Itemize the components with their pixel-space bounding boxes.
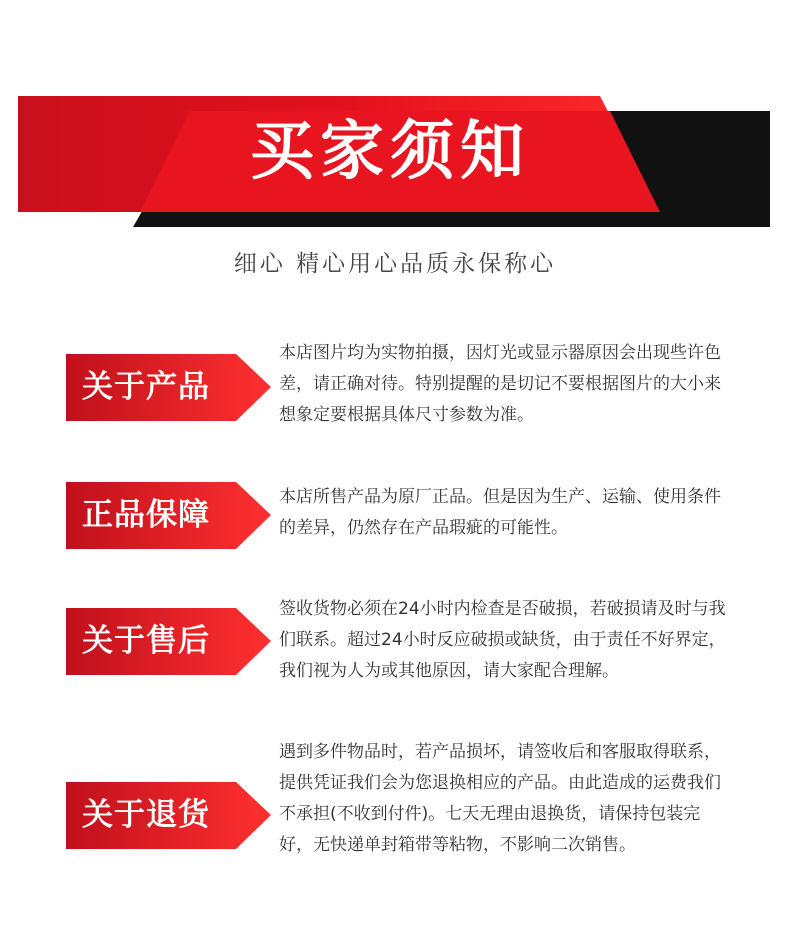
section-product — [0, 338, 790, 438]
tag-label: 关于退货 — [82, 797, 210, 833]
header-banner — [0, 0, 790, 240]
section-text: 本店所售产品为原厂正品。但是因为生产、运输、使用条件的差异，仍然存在产品瑕疵的可能性。 — [279, 487, 721, 538]
tag-guarantee — [66, 482, 271, 549]
section-guarantee — [0, 482, 790, 552]
banner-title: 买家须知 — [250, 115, 530, 189]
tag-aftersale — [66, 608, 271, 675]
section-aftersale — [0, 594, 790, 694]
section-text: 遇到多件物品时，若产品损坏，请签收后和客服取得联系，提供凭证我们会为您退换相应的产品。由此造成的运费我们不承担(不收到付件)。七天无理由退换货，请保持包装完好，无快递单封箱带等粘物，不影响二次销售。 — [279, 742, 721, 855]
tag-label: 关于售后 — [82, 623, 210, 659]
tag-return — [66, 782, 271, 849]
section-return — [0, 737, 790, 897]
tag-label: 正品保障 — [82, 497, 210, 533]
section-text: 本店图片均为实物拍摄，因灯光或显示器原因会出现些许色差，请正确对待。特别提醒的是切记不要根据图片的大小来想象定要根据具体尺寸参数为准。 — [279, 343, 721, 425]
subtitle: 细心 精心用心品质永保称心 — [233, 251, 557, 277]
tag-label: 关于产品 — [82, 369, 210, 405]
tag-product — [66, 354, 271, 421]
section-text: 签收货物必须在24小时内检查是否破损，若破损请及时与我们联系。超过24小时反应破损或缺货，由于责任不好界定，我们视为人为或其他原因，请大家配合理解。 — [279, 599, 726, 681]
